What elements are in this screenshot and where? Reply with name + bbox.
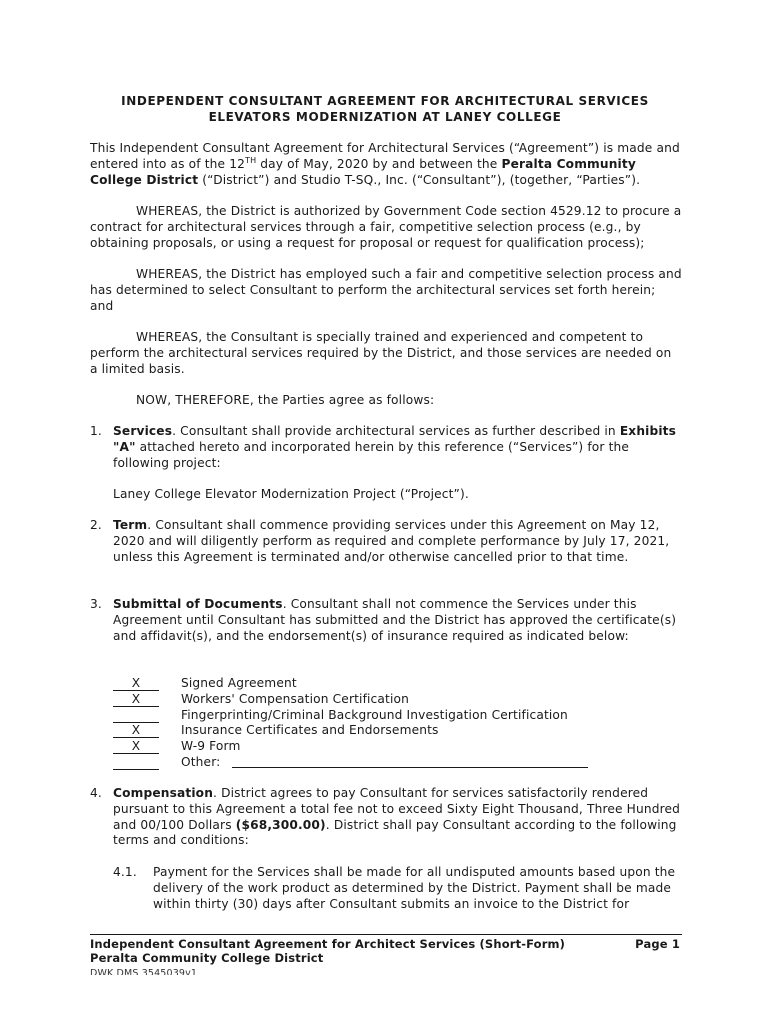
section-1-text-b: attached hereto and incorporated herein by this reference (“Services”) for the following project:	[113, 439, 630, 470]
section-1-heading: Services	[113, 424, 173, 438]
section-1-exhibit: Exhibits "A"	[113, 424, 677, 454]
section-1-project: Laney College Elevator Modernization Project (“Project”).	[113, 487, 469, 501]
section-4-text-b: . District shall pay Consultant according to the following terms and conditions:	[113, 817, 677, 848]
section-2-body	[113, 518, 683, 565]
whereas-paragraph-1: WHEREAS, the District is authorized by Government Code section 4529.12 to procure a contract for architectural services through a fair, competitive selection process (e.g., by obtaining proposals, or using a request for proposal or request for qualification process);	[90, 204, 682, 250]
intro-text-2: day of May, 2020 by and between the	[256, 156, 502, 171]
checklist-mark-2: X	[113, 692, 159, 707]
intro-superscript: TH	[245, 155, 257, 165]
section-3-heading: Submittal of Documents	[113, 597, 283, 611]
section-3-body	[113, 597, 683, 644]
document-title	[90, 94, 680, 126]
section-2-text: . Consultant shall commence providing services under this Agreement on May 12, 2020 and will diligently perform as required and complete performance by July 17, 2021, unless this Agreement is terminated and/or otherwise cancelled prior to that time.	[113, 518, 670, 564]
section-1-body	[113, 424, 683, 471]
checklist-mark-3	[113, 708, 159, 723]
checklist-mark-6	[113, 755, 159, 770]
whereas-paragraph-3: WHEREAS, the Consultant is specially trained and experienced and competent to perform the architectural services required by the District, and those services are needed on a limited basis.	[90, 330, 672, 376]
title-line-1: INDEPENDENT CONSULTANT AGREEMENT FOR ARCHITECTURAL SERVICES	[121, 94, 649, 108]
whereas-paragraph-2: WHEREAS, the District has employed such a fair and competitive selection process and has determined to select Consultant to perform the architectural services set forth herein; and	[90, 267, 682, 313]
section-4-1-number: 4.1.	[113, 865, 137, 879]
section-4-heading: Compensation	[113, 786, 214, 800]
intro-paragraph	[90, 141, 682, 188]
checklist-mark-4: X	[113, 723, 159, 738]
intro-text-3: (“District”) and Studio T-SQ., Inc. (“Consultant”), (together, “Parties”).	[198, 172, 641, 187]
checklist-mark-5: X	[113, 739, 159, 754]
now-therefore-paragraph: NOW, THEREFORE, the Parties agree as follows:	[136, 393, 435, 407]
footer-page-number: Page 1	[635, 937, 680, 951]
other-blank-line	[232, 767, 588, 768]
footer-title: Independent Consultant Agreement for Architect Services (Short-Form)	[90, 937, 566, 951]
section-1-number: 1.	[90, 424, 102, 438]
section-3-text: . Consultant shall not commence the Services under this Agreement until Consultant has submitted and the District has approved the certificate(s) and affidavit(s), and the endorsement(s) of insurance required as indicated below:	[113, 597, 677, 643]
section-2-heading: Term	[113, 518, 148, 532]
section-4-1-text: Payment for the Services shall be made for all undisputed amounts based upon the delivery of the work product as determined by the District. Payment shall be made within thirty (30) days after Consultant submits an invoice to the District for	[153, 865, 676, 911]
footer-divider	[90, 934, 682, 935]
footer-document-id: DWK DMS 3545039v1	[90, 968, 198, 975]
title-line-2: ELEVATORS MODERNIZATION AT LANEY COLLEGE	[208, 109, 562, 124]
checklist-label-2: Workers' Compensation Certification	[181, 692, 409, 706]
section-3-number: 3.	[90, 597, 102, 611]
checklist-label-4: Insurance Certificates and Endorsements	[181, 723, 439, 737]
section-4-body	[113, 786, 683, 849]
section-4-amount: ($68,300.00)	[235, 817, 326, 832]
intro-text-1: This Independent Consultant Agreement for Architectural Services (“Agreement”) is made and entered into as of the 12	[90, 141, 680, 171]
district-name: Peralta Community College District	[90, 156, 636, 187]
checklist-label-3: Fingerprinting/Criminal Background Investigation Certification	[181, 708, 568, 722]
footer-district: Peralta Community College District	[90, 951, 324, 965]
section-2-number: 2.	[90, 518, 102, 532]
section-4-text-a: . District agrees to pay Consultant for services satisfactorily rendered pursuant to this Agreement a total fee not to exceed Sixty Eight Thousand, Three Hundred and 00/100 Dollars	[113, 786, 681, 832]
section-1-text-a: . Consultant shall provide architectural services as further described in	[172, 424, 620, 438]
section-4-number: 4.	[90, 786, 102, 800]
checklist-label-6: Other:	[181, 755, 221, 769]
checklist-label-5: W-9 Form	[181, 739, 241, 753]
checklist-label-1: Signed Agreement	[181, 676, 297, 690]
checklist-mark-1: X	[113, 676, 159, 691]
